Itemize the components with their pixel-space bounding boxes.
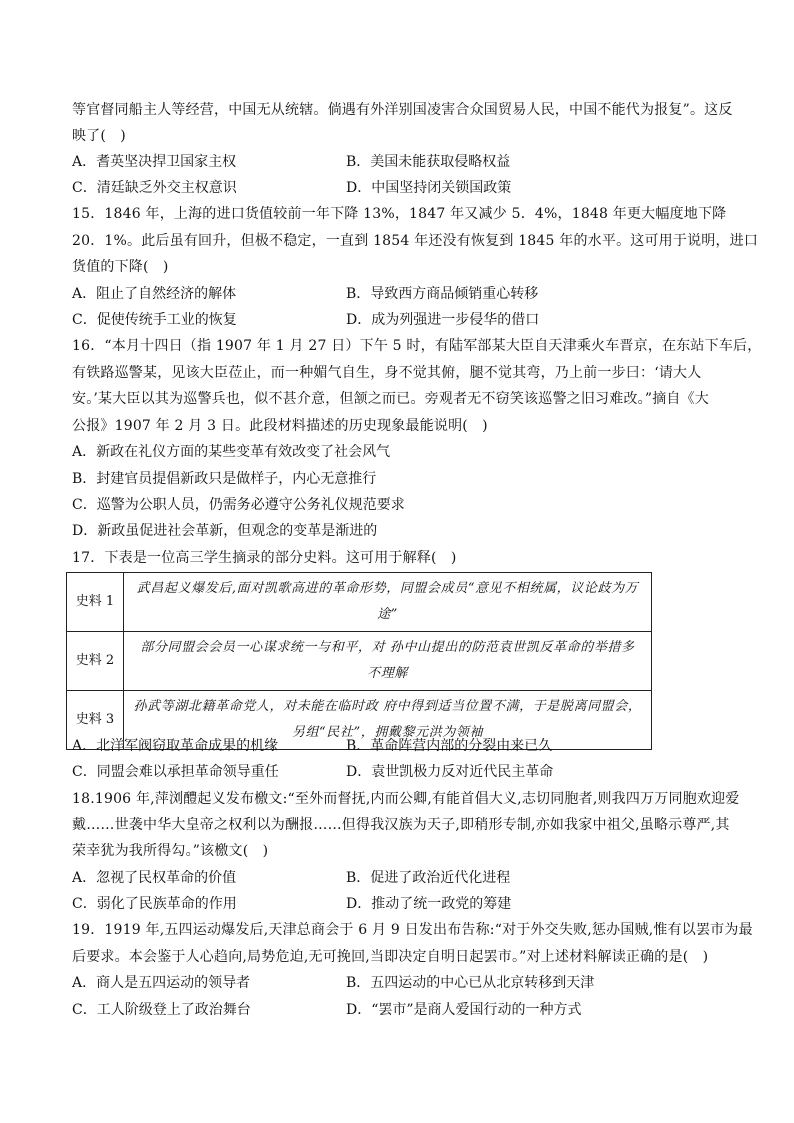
source-text-line: 不理解 (367, 666, 408, 681)
q15-option-b: B．导致西方商品倾销重心转移 (346, 286, 539, 302)
q16-option-d: D．新政虽促进社会革新，但观念的变革是渐进的 (72, 523, 378, 539)
source-text-line: 另组“民社”，拥戴黎元洪为领袖 (291, 725, 484, 740)
q14-option-a: A．耆英坚决捍卫国家主权 (72, 154, 237, 170)
q19-option-a: A．商人是五四运动的领导者 (72, 975, 251, 991)
q16-option-c: C．巡警为公职人员，仍需务必遵守公务礼仪规范要求 (72, 497, 405, 513)
q16-stem-line4: 公报》1907 年 2 月 3 日。此段材料描述的历史现象最能说明( ) (72, 418, 488, 434)
source-label: 史料 3 (67, 691, 124, 750)
source-text-line: 部分同盟会会员一心谋求统一与和平，对 孙中山提出的防范袁世凯反革命的举措多 (140, 640, 635, 655)
q16-option-b: B．封建官员提倡新政只是做样子，内心无意推行 (72, 471, 377, 487)
q18-stem-line2: 戴……世袭中华大皇帝之权利以为酬报……但得我汉族为天子,即稍形专制,亦如我家中祖父,虽略示尊严,其 (72, 817, 730, 833)
q16-option-a: A．新政在礼仪方面的某些变革有效改变了社会风气 (72, 444, 391, 460)
q15-option-a: A．阻止了自然经济的解体 (72, 286, 237, 302)
q19-stem-line1: 19．1919 年,五四运动爆发后,天津总商会于 6 月 9 日发出布告称:“对于外交失败,惩办国贼,惟有以罢市为最 (72, 922, 753, 938)
source-text-line: 孙武等湖北籍革命党人，对未能在临时政 府中得到适当位置不满，于是脱离同盟会， (133, 699, 642, 714)
q19-option-d: D．“罢市”是商人爱国行动的一种方式 (346, 1002, 582, 1018)
q16-stem-line1: 16．“本月十四日（指 1907 年 1 月 27 日）下午 5 时，有陆军部某大臣自天津乘火车晋京，在东站下车后， (72, 338, 762, 354)
q17-option-d: D．袁世凯极力反对近代民主革命 (346, 764, 554, 780)
source-label: 史料 1 (67, 573, 124, 632)
q14-option-b: B．美国未能获取侵略权益 (346, 154, 511, 170)
q17-option-c: C．同盟会难以承担革命领导重任 (72, 764, 279, 780)
source-label: 史料 2 (67, 632, 124, 691)
q17-source-table (66, 572, 652, 750)
q19-stem-line2: 后要求。本会鉴于人心趋向,局势危迫,无可挽回,当即决定自明日起罢市。”对上述材料解读正确的是( ) (72, 949, 709, 965)
q15-option-d: D．成为列强进一步侵华的借口 (346, 312, 540, 328)
q15-stem-line1: 15．1846 年，上海的进口货值较前一年下降 13%，1847 年又减少 5．4%，1848 年更大幅度地下降 (72, 206, 727, 222)
q14-stem-line1: 等官督同船主人等经营，中国无从统辖。倘遇有外洋别国凌害合众国贸易人民，中国不能代为报复”。这反 (72, 102, 733, 118)
q15-stem-line2: 20．1%。此后虽有回升，但极不稳定，一直到 1854 年还没有恢复到 1845 年的水平。这可用于说明，进口 (72, 233, 759, 249)
q18-option-a: A．忽视了民权革命的价值 (72, 870, 237, 886)
source-text (124, 632, 652, 691)
q16-stem-line2: 有铁路巡警某，见该大臣莅止，而一种媚气自生，身不觉其俯，腿不觉其弯，乃上前一步曰：‘请大人 (72, 365, 702, 381)
q14-option-c: C．清廷缺乏外交主权意识 (72, 180, 237, 196)
q18-option-c: C．弱化了民族革命的作用 (72, 896, 237, 912)
q18-option-d: D．推动了统一政党的筹建 (346, 896, 512, 912)
q17-option-a: A．北洋军阀窃取革命成果的机缘 (72, 738, 279, 754)
q15-stem-line3: 货值的下降( ) (72, 259, 169, 275)
q17-option-b: B．革命阵营内部的分裂由来已久 (346, 738, 553, 754)
source-text (124, 573, 652, 632)
q14-option-d: D．中国坚持闭关锁国政策 (346, 180, 512, 196)
q18-stem-line1: 18.1906 年,萍浏醴起义发布檄文:“至外而督抚,内而公卿,有能首倡大义,志切同胞者,则我四万万同胞欢迎爱 (72, 791, 740, 807)
q14-stem-line2: 映了( ) (72, 128, 126, 144)
q18-option-b: B．促进了政治近代化进程 (346, 870, 511, 886)
q19-option-c: C．工人阶级登上了政治舞台 (72, 1002, 251, 1018)
q18-stem-line3: 荣幸犹为我所得勾。”该檄文( ) (72, 843, 269, 859)
q16-stem-line3: 安。’某大臣以其为巡警兵也，似不甚介意，但颔之而已。旁观者无不窃笑该巡警之旧习难改。”摘自《大 (72, 391, 710, 407)
q15-option-c: C．促使传统手工业的恢复 (72, 312, 237, 328)
q17-stem-line1: 17．下表是一位高三学生摘录的部分史料。这可用于解释( ) (72, 550, 457, 566)
table-row (67, 632, 652, 691)
source-text-line: 途” (377, 607, 398, 622)
table-row (67, 573, 652, 632)
source-text-line: 武昌起义爆发后,面对凯歌高进的革命形势，同盟会成员“意见不相统属，议论歧为万 (136, 581, 639, 596)
q19-option-b: B．五四运动的中心已从北京转移到天津 (346, 975, 595, 991)
